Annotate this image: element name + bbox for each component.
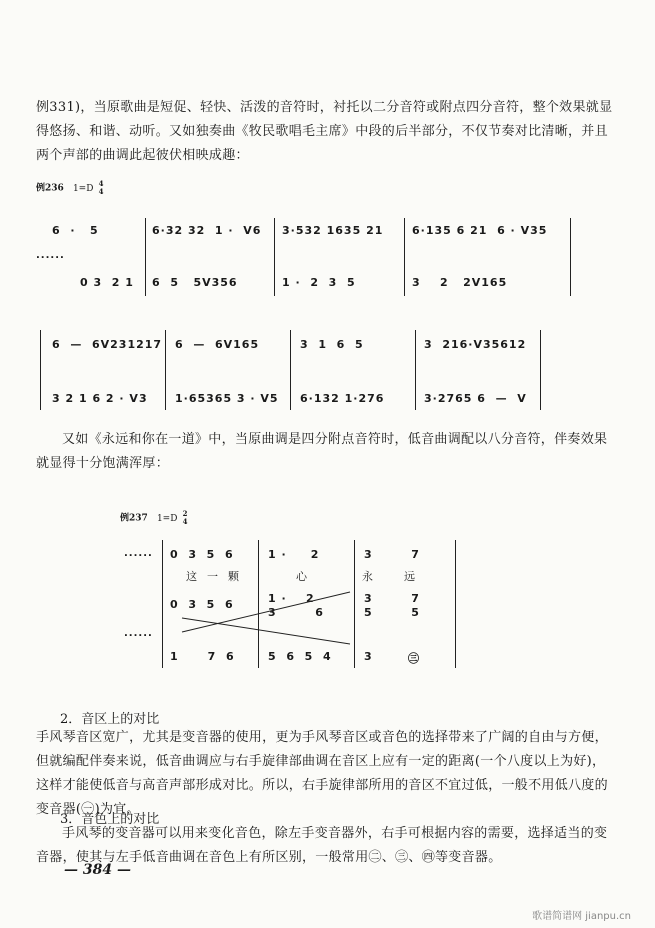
example-236-sys2-upper-m4: 3 216·V35612	[424, 338, 527, 351]
example-236-sys2-upper-m2: 6 — 6V165	[175, 338, 260, 351]
example-236-sys2-lower-m4: 3·2765 6 — V	[424, 392, 527, 405]
example-237-mid2-m2: 3 6	[268, 606, 324, 619]
example-236-number: 例236	[36, 183, 64, 194]
example-236-sys1-upper-m4: 6·135 6 21 6 · V35	[412, 224, 548, 237]
continuation-dots: ......	[124, 548, 153, 559]
example-236-key: 1=D	[72, 183, 94, 194]
example-237-lyric-1: 这 一 颗	[186, 570, 240, 583]
example-236-sys1-upper-m1: 6 · 5	[52, 224, 99, 237]
example-237-mid-m3: 3 7	[364, 592, 420, 605]
crossing-line	[182, 592, 350, 632]
example-237-bass-m2: 5 6 5 4	[268, 650, 332, 663]
paragraph-example-237-intro: 又如《永远和你在一道》中，当原曲调是四分附点音符时，低音曲调配以八分音符，伴奏效果就显得十分饱满浑厚：	[36, 432, 608, 471]
example-237-top-m2: 1 · 2	[268, 548, 320, 561]
paragraph-timbre: 手风琴的变音器可以用来变化音色，除左手变音器外，右手可根据内容的需要，选择适当的变音器，使其与左手低音曲调在音色上有所区别，一般常用㊁、㊂、㊃等变音器。	[36, 826, 608, 865]
example-236-sys1-lower-m4: 3 2 2V165	[412, 276, 508, 289]
example-237-key: 1=D	[156, 513, 178, 524]
example-236-sys1-lower-m3: 1 · 2 3 5	[282, 276, 356, 289]
example-237-bass-register-mark: ㊂	[408, 652, 420, 665]
example-237-meter-bottom: 4	[182, 517, 188, 526]
example-236-sys1-upper-m2: 6·32 32 1 · V6	[152, 224, 262, 237]
page-number: — 384 —	[64, 862, 131, 878]
example-237-bass-m1: 1 7 6	[170, 650, 235, 663]
example-237-mid2-m3: 5 5	[364, 606, 420, 619]
example-237-top-m1: 0 3 5 6	[170, 548, 234, 561]
example-236-sys2-lower-m3: 6·132 1·276	[300, 392, 385, 405]
section-heading-timbre: 3．音色上的对比	[60, 812, 160, 827]
example-236-sys1-upper-m3: 3·532 1635 21	[282, 224, 384, 237]
paragraph-intro: 例331)，当原歌曲是短促、轻快、活泼的音符时，衬托以二分音符或附点四分音符，整个效果就显得悠扬、和谐、动听。又如独奏曲《牧民歌唱毛主席》中段的后半部分，不仅节奏对比清晰，并且两个声部的曲调此起彼伏相映成趣：	[36, 100, 613, 163]
example-237-lyric-4: 远	[404, 570, 416, 583]
example-236-meter-bottom: 4	[98, 187, 104, 196]
example-237-mid-m1: 0 3 5 6	[170, 598, 234, 611]
example-236-sys1-lower-m1: 0 3 2 1	[80, 276, 134, 289]
example-236-sys1-lower-m2: 6 5 5V356	[152, 276, 238, 289]
paragraph-register: 手风琴音区宽广，尤其是变音器的使用，更为手风琴音区或音色的选择带来了广阔的自由与方便，但就编配伴奏来说，低音曲调应与右手旋律部曲调在音区上应有一定的距离(一个八度以上为好)，这样才能使低音与高音声部形成对比。所以，右手旋律部所用的音区不宜过低，一般不用低八度的变音器(㊀)为宜。	[36, 730, 608, 817]
example-237-lyric-3: 永	[362, 570, 374, 583]
example-237-meter-top: 2	[182, 509, 188, 518]
watermark: 歌谱简谱网 jianpu.cn	[532, 911, 631, 922]
crossing-line	[182, 618, 350, 644]
example-237-mid-m2: 1 · 2	[268, 592, 315, 605]
example-237-number: 例237	[120, 513, 148, 524]
example-236-sys2-upper-m3: 3 1 6 5	[300, 338, 364, 351]
example-237-lyric-2: 心	[296, 570, 308, 583]
continuation-dots: ......	[124, 628, 153, 639]
example-236-sys2-upper-m1: 6 — 6V231217	[52, 338, 163, 351]
example-236-meter-top: 4	[98, 179, 104, 188]
example-237-top-m3: 3 7	[364, 548, 420, 561]
example-236-sys2-lower-m2: 1·65365 3 · V5	[175, 392, 279, 405]
continuation-dots: ......	[36, 250, 65, 261]
example-237-bass-m3: 3	[364, 650, 373, 663]
section-heading-register: 2．音区上的对比	[60, 712, 160, 727]
example-236-sys2-lower-m1: 3 2 1 6 2 · V3	[52, 392, 148, 405]
